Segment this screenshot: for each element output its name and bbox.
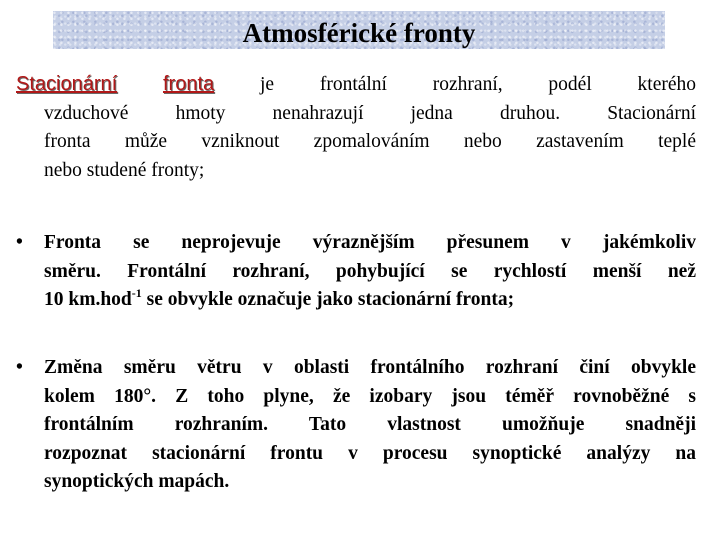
paragraph-line: frontálním rozhraním. Tato vlastnost umožňuje snadněji	[44, 414, 696, 435]
page-title: Atmosférické fronty	[242, 18, 476, 48]
paragraph-line: fronta může vzniknout zpomalováním nebo zastavením teplé	[44, 131, 696, 152]
paragraph-text: se obvykle označuje jako stacionární fronta;	[141, 289, 515, 310]
paragraph-text: Fronta se neprojevuje výraznějším přesunem v jakémkoliv	[44, 232, 696, 253]
paragraph-text: Změna směru větru v oblasti frontálního rozhraní činí obvykle	[44, 357, 696, 378]
definition-text: je frontální rozhraní, podél kterého	[259, 74, 697, 95]
paragraph-line	[16, 286, 696, 315]
paragraph-line	[16, 70, 696, 100]
paragraph-line: směru. Frontální rozhraní, pohybující se rychlostí menší než	[44, 260, 696, 282]
paragraph-line: kolem 180°. Z toho plyne, že izobary jsou téměř rovnoběžné s	[44, 385, 696, 407]
bullet-paragraph-movement	[16, 229, 696, 315]
paragraph-stationary-front-definition	[16, 70, 696, 185]
bullet-paragraph-wind-direction	[16, 354, 696, 497]
speed-exponent: -1	[131, 285, 142, 300]
paragraph-line: rozpoznat stacionární frontu v procesu synoptické analýzy na	[44, 442, 696, 464]
paragraph-line: vzduchové hmoty nenahrazují jedna druhou. Stacionární	[44, 102, 696, 124]
paragraph-line	[16, 229, 696, 258]
paragraph-line	[16, 354, 696, 383]
term-fronta: fronta	[162, 73, 215, 95]
bullet-icon: •	[16, 357, 23, 378]
paragraph-line: nebo studené fronty;	[44, 159, 205, 181]
speed-value: 10 km.hod	[44, 289, 132, 310]
bullet-icon: •	[16, 232, 23, 253]
paragraph-line: synoptických mapách.	[44, 471, 230, 492]
term-stacionarni: Stacionární	[16, 73, 118, 95]
